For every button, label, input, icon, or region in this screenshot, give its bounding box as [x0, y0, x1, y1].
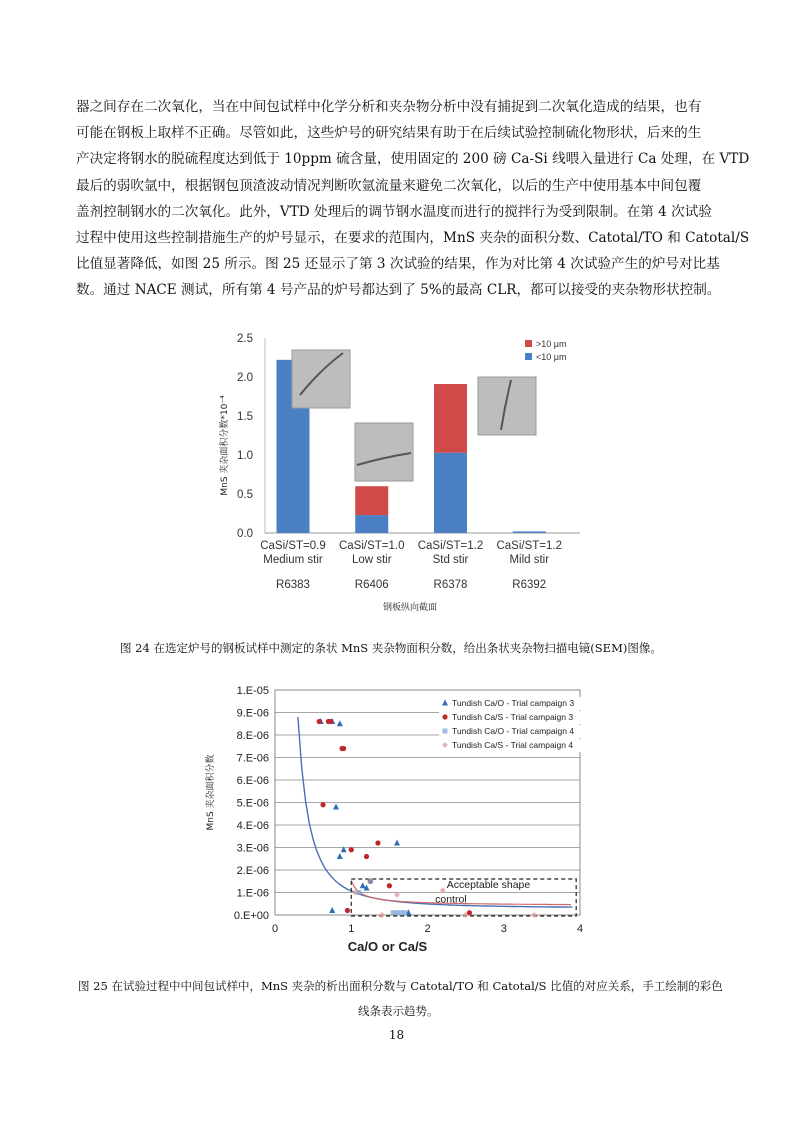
body-line: 盖剂控制钢水的二次氧化。此外，VTD 处理后的调节钢水温度而进行的搅拌行为受到限制。在第 4 次试验 — [76, 203, 712, 220]
y-tick-label: 5.E-06 — [236, 797, 269, 810]
x-axis-label: Ca/O or Ca/S — [347, 939, 428, 954]
x-tick-label-heat: R6383 — [276, 579, 310, 591]
y-tick-label: 1.E-06 — [236, 887, 269, 900]
annotation-line1: Acceptable shape — [446, 879, 531, 891]
data-point — [375, 840, 380, 845]
x-tick-label-line2: Low stir — [351, 554, 392, 566]
y-tick-label: 2.E-06 — [236, 865, 269, 877]
body-paragraph — [76, 94, 750, 304]
data-point — [368, 879, 373, 884]
annotation-line2: control — [435, 893, 467, 906]
legend-label: Tundish Ca/O - Trial campaign 4 — [452, 726, 575, 736]
legend-marker — [442, 714, 447, 719]
data-point — [345, 908, 350, 913]
figure-25-scatter-chart — [200, 680, 610, 955]
x-tick-label-line1: CaSi/ST=1.0 — [338, 540, 405, 552]
legend-label-lt10: <10 μm — [536, 352, 567, 362]
y-tick-label: 9.E-06 — [236, 707, 269, 720]
y-tick-label: 0.E+00 — [233, 910, 269, 922]
x-tick-label-line1: CaSi/ST=0.9 — [260, 540, 326, 552]
figure-24-caption: 图 24 在选定炉号的钢板试样中测定的条状 MnS 夹杂物面积分数，给出条状夹杂物扫描电镜(SEM)图像。 — [120, 641, 662, 655]
body-line: 过程中使用这些控制措施生产的炉号显示，在要求的范围内，MnS 夹杂的面积分数、Catotal/TO 和 Catotal/S — [76, 230, 750, 247]
x-tick-label: 0 — [271, 923, 279, 935]
figure-25-caption-line2: 线条表示趋势。 — [358, 1004, 439, 1018]
legend-label: Tundish Ca/O - Trial campaign 3 — [452, 698, 575, 708]
x-axis-caption: 钢板纵向截面 — [382, 603, 438, 613]
y-tick-label: 1.E-05 — [236, 685, 269, 697]
body-line: 数。通过 NACE 测试，所有第 4 号产品的炉号都达到了 5%的最高 CLR，都可以接受的夹杂物形状控制。 — [76, 282, 721, 299]
legend-swatch-lt10 — [525, 353, 532, 360]
figure-24-bar-chart — [205, 325, 590, 620]
legend-label: Tundish Ca/S - Trial campaign 3 — [452, 712, 574, 722]
x-tick-label: 3 — [500, 923, 507, 935]
x-tick-label-line1: CaSi/ST=1.2 — [417, 540, 484, 552]
bar-gt10 — [355, 486, 388, 515]
data-point — [387, 883, 392, 888]
x-tick-label-line2: Mild stir — [509, 554, 550, 566]
data-point — [328, 719, 333, 724]
data-point — [364, 854, 369, 859]
y-tick-label: 7.E-06 — [236, 752, 269, 765]
legend-swatch-gt10 — [525, 340, 532, 347]
y-tick-label: 2.5 — [237, 333, 253, 345]
y-axis-label: MnS 夹杂面积分数*10⁻⁴ — [220, 395, 230, 496]
body-line: 器之间存在二次氧化，当在中间包试样中化学分析和夹杂物分析中没有捕捉到二次氧化造成的结果，也有 — [76, 99, 702, 115]
y-tick-label: 8.E-06 — [236, 730, 269, 742]
sem-image — [292, 350, 350, 408]
y-tick-label: 0.5 — [237, 489, 253, 501]
y-axis-label: MnS 夹杂面积分数 — [206, 754, 216, 831]
y-tick-label: 0.0 — [237, 528, 253, 540]
x-tick-label: 2 — [424, 923, 431, 935]
x-tick-label-line1: CaSi/ST=1.2 — [496, 540, 563, 552]
x-tick-label-line2: Medium stir — [263, 554, 323, 566]
data-point — [341, 746, 346, 751]
body-line: 可能在钢板上取样不正确。尽管如此，这些炉号的研究结果有助于在后续试验控制硫化物形状，后来的生 — [76, 125, 702, 142]
x-tick-label: 1 — [348, 923, 355, 935]
y-tick-label: 3.E-06 — [236, 842, 269, 855]
bar-lt10 — [434, 453, 467, 533]
body-line: 最后的弱吹氩中，根据钢包顶渣波动情况判断吹氩流量来避免二次氧化，以后的生产中使用基本中间包覆 — [76, 177, 702, 194]
data-point — [402, 910, 407, 915]
body-line: 比值显著降低，如图 25 所示。图 25 还显示了第 3 次试验的结果，作为对比第 4 次试验产生的炉号对比基 — [76, 256, 720, 273]
x-tick-label: 4 — [576, 923, 584, 935]
body-line: 产决定将钢水的脱硫程度达到低于 10ppm 硫含量，使用固定的 200 磅 Ca-Si 线喂入量进行 Ca 处理，在 VTD — [76, 151, 750, 168]
legend-label: Tundish Ca/S - Trial campaign 4 — [452, 740, 574, 750]
y-tick-label: 6.E-06 — [236, 775, 269, 787]
bar-lt10 — [513, 531, 546, 533]
legend-label-gt10: >10 μm — [536, 339, 567, 349]
page-number: 18 — [388, 1028, 405, 1042]
y-tick-label: 1.5 — [237, 411, 253, 423]
legend-marker — [443, 729, 448, 734]
y-tick-label: 1.0 — [237, 450, 253, 462]
x-tick-label-line2: Std stir — [432, 554, 469, 566]
data-point — [317, 719, 322, 724]
y-tick-label: 2.0 — [237, 372, 253, 384]
data-point — [349, 847, 354, 852]
y-tick-label: 4.E-06 — [236, 820, 269, 832]
sem-image — [355, 423, 413, 481]
bar-lt10 — [355, 515, 388, 533]
figure-25-caption-line1: 图 25 在试验过程中中间包试样中，MnS 夹杂的析出面积分数与 Catotal/TO 和 Catotal/S 比值的对应关系，手工绘制的彩色 — [78, 979, 723, 993]
data-point — [320, 802, 325, 807]
bar-gt10 — [434, 384, 467, 453]
x-tick-label-heat: R6406 — [354, 579, 389, 591]
x-tick-label-heat: R6392 — [512, 579, 547, 591]
x-tick-label-heat: R6378 — [433, 579, 468, 591]
sem-image — [478, 377, 536, 435]
